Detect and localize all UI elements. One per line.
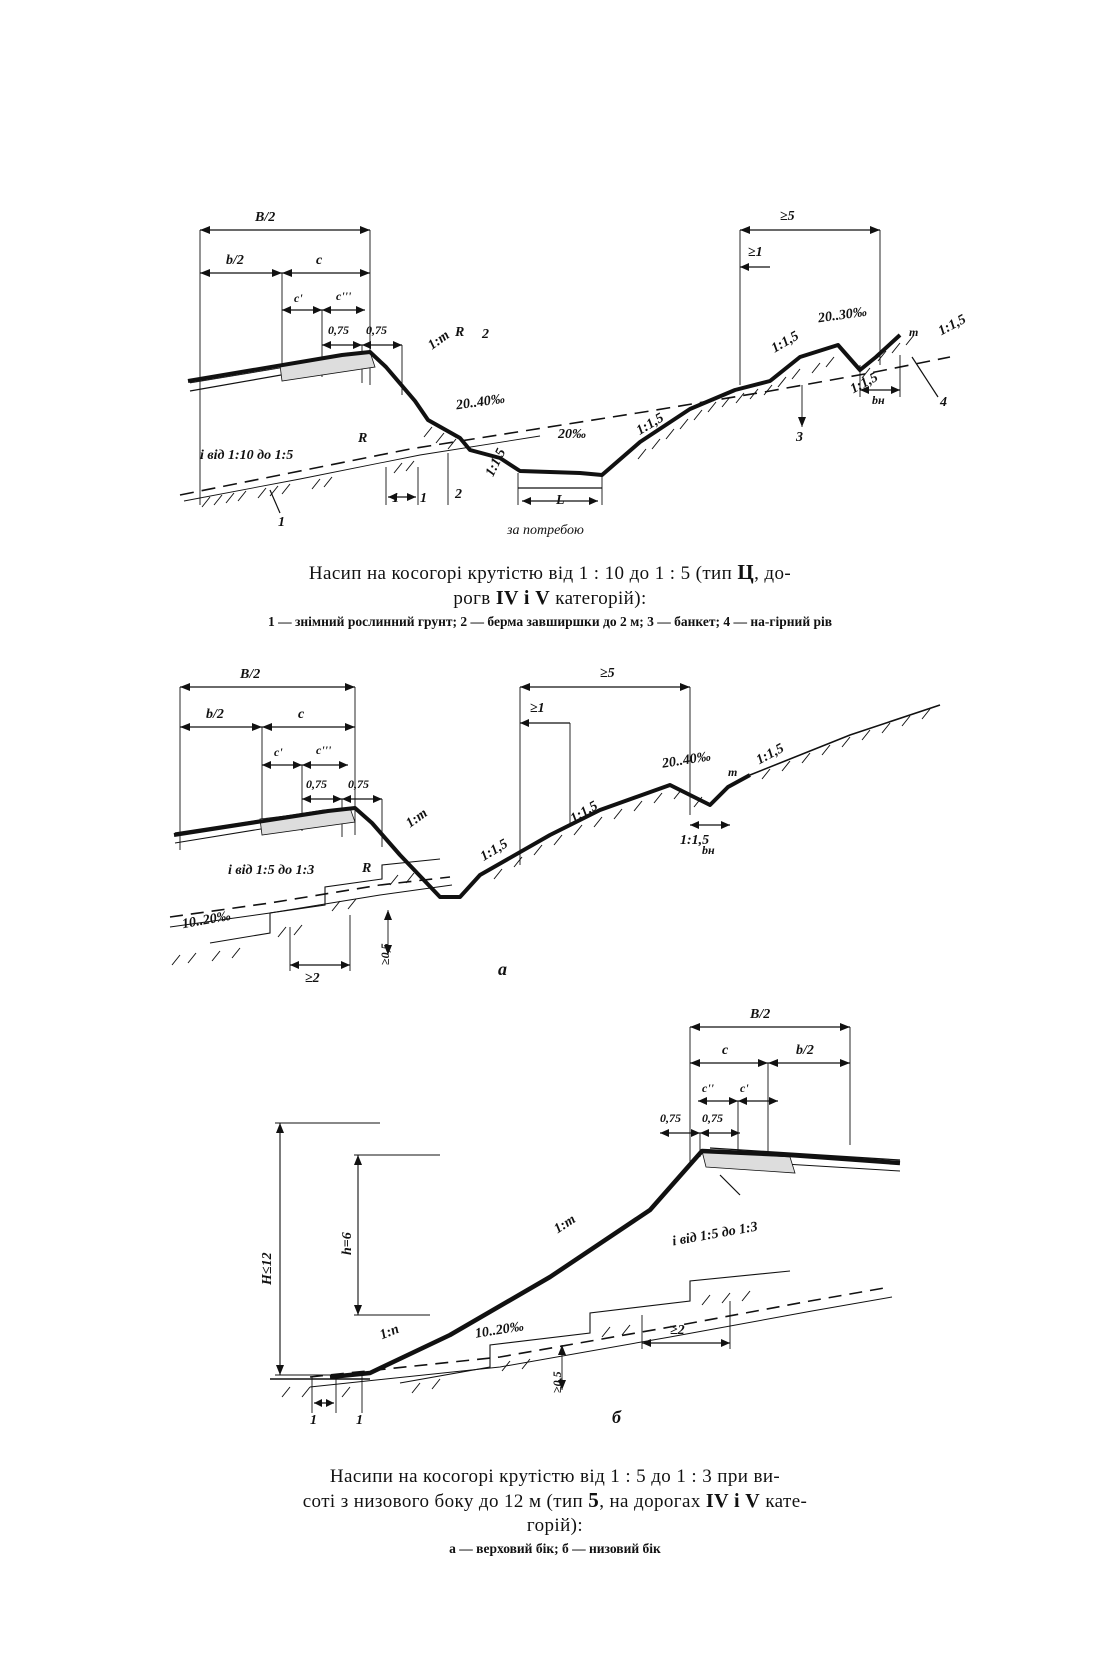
f3-label-ge2: ≥2	[670, 1323, 685, 1338]
f2-label-1-15-c: 1:1,5	[753, 741, 787, 769]
caption1-bold-cat: IV і V	[495, 586, 551, 609]
label-20-40: 20..40‰	[455, 391, 506, 414]
f3-label-i-od: i від 1:5 до 1:3	[671, 1219, 759, 1250]
figure-3-caption	[130, 1465, 980, 1557]
caption3-line2b: , на дорогах	[599, 1491, 701, 1513]
caption3-line1: Насипи на косогорі крутістю від 1 : 5 до 1 : 3 при ви-	[329, 1466, 781, 1487]
label-1-a: 1	[392, 491, 399, 506]
f3-label-H12: H≤12	[260, 1252, 275, 1285]
f2-label-b2: b/2	[206, 707, 224, 722]
f2-label-ge2: ≥2	[305, 971, 320, 986]
f3-label-1m: 1:m	[551, 1212, 579, 1238]
label-num-4: 4	[940, 395, 947, 410]
f3-label-1a: 1	[310, 1413, 317, 1428]
label-1-15-mid: 1:1,5	[847, 370, 881, 398]
figure-1	[170, 205, 970, 555]
f3-label-c3: c''	[702, 1081, 714, 1095]
figure-2	[150, 665, 980, 1005]
f2-label-ge1: ≥1	[530, 701, 545, 716]
caption3-bold-cat: IV і V	[705, 1490, 761, 1513]
f2-label-letter: а	[498, 959, 507, 979]
label-2-top: 2	[482, 327, 489, 342]
caption3-line2a: соті з низового боку до 12 м (тип	[302, 1491, 584, 1513]
label-c: c	[316, 253, 323, 268]
label-b2: b/2	[226, 253, 244, 268]
f2-label-c1: c'	[274, 745, 283, 759]
label-1-b: 1	[420, 491, 427, 506]
label-1-15-trench: 1:1,5	[483, 446, 510, 480]
label-i-od: i від 1:10 до 1:5	[200, 448, 294, 463]
f3-label-letter: б	[612, 1407, 621, 1427]
f3-label-1n: 1:n	[377, 1321, 402, 1344]
label-2-b: 2	[455, 487, 462, 502]
label-075-b: 0,75	[366, 323, 387, 337]
f3-label-B2: B/2	[750, 1007, 771, 1022]
f2-label-c: c	[298, 707, 305, 722]
label-1-15-up: 1:1,5	[633, 410, 667, 439]
caption1-note: 1 — знімний рослинний грунт; 2 — берма завширшки до 2 м; 3 — банкет; 4 — на-гірний рів	[267, 614, 833, 629]
caption1-line1b: , до-	[754, 563, 792, 584]
f2-label-075a: 0,75	[306, 777, 327, 791]
f3-label-10-20: 10..20‰	[474, 1319, 525, 1342]
f2-label-R: R	[362, 861, 372, 876]
caption3-bold-type: 5	[588, 1488, 600, 1513]
label-1-15-left: 1:1,5	[768, 328, 802, 357]
label-m-small: m	[909, 325, 919, 339]
caption1-line2b: категорій):	[555, 587, 647, 609]
label-R-2: R	[358, 431, 368, 446]
caption1-bold-type: Ц	[737, 560, 755, 584]
label-za-potreboyu: за потребою	[507, 523, 584, 538]
f2-label-1m: 1:m	[403, 805, 431, 832]
label-20: 20‰	[558, 427, 586, 442]
f3-label-075b: 0,75	[702, 1111, 723, 1125]
label-ge5: ≥5	[780, 209, 795, 224]
figure-3	[250, 1005, 930, 1430]
label-num-3: 3	[796, 430, 803, 445]
label-R-1: R	[455, 325, 465, 340]
label-1-15-far: 1:1,5	[935, 312, 969, 340]
f3-label-b2: b/2	[796, 1043, 814, 1058]
f2-label-c3: c'''	[316, 743, 332, 757]
label-ge1: ≥1	[748, 245, 763, 260]
f2-label-075b: 0,75	[348, 777, 369, 791]
label-bn: bн	[872, 393, 885, 407]
label-1m: 1:m	[425, 327, 453, 354]
f2-label-1-15-a: 1:1,5	[477, 836, 511, 865]
label-B2: B/2	[255, 210, 276, 225]
f3-label-h05: ≥0,5	[550, 1371, 564, 1393]
f2-label-m-small: m	[728, 765, 738, 779]
f3-label-c: c	[722, 1043, 729, 1058]
caption3-note: а — верховий бік; б — низовий бік	[449, 1540, 661, 1556]
f2-label-1-15-b: 1:1,5	[567, 798, 601, 827]
f3-label-h6: h=6	[340, 1232, 355, 1255]
f2-label-B2: B/2	[240, 667, 261, 682]
f3-label-075a: 0,75	[660, 1111, 681, 1125]
label-075-a: 0,75	[328, 323, 349, 337]
caption3-line2c: кате-	[765, 1491, 808, 1513]
f2-label-10-20: 10..20‰	[180, 908, 232, 933]
f2-label-bn: bн	[702, 843, 715, 857]
f2-label-ge5: ≥5	[600, 666, 615, 681]
f3-label-1b: 1	[356, 1413, 363, 1428]
label-20-30: 20..30‰	[817, 304, 868, 327]
label-num-1: 1	[278, 515, 285, 530]
f2-label-20-40: 20..40‰	[661, 749, 712, 772]
f2-label-1-15-d: 1:1,5	[680, 833, 710, 848]
f2-label-i-od: i від 1:5 до 1:3	[228, 863, 315, 878]
label-L: L	[556, 493, 565, 508]
caption3-line3: горій):	[526, 1514, 584, 1536]
f3-label-c1: c'	[740, 1081, 749, 1095]
f2-label-h05: ≥0,5	[378, 943, 392, 965]
caption1-line2: рогв	[453, 587, 491, 609]
caption1-line1: Насип на косогорі крутістю від 1 : 10 до 1 : 5 (тип	[308, 563, 733, 584]
figure-1-caption	[150, 560, 950, 630]
label-c1: c'	[294, 291, 303, 305]
label-c3: c'''	[336, 289, 352, 303]
